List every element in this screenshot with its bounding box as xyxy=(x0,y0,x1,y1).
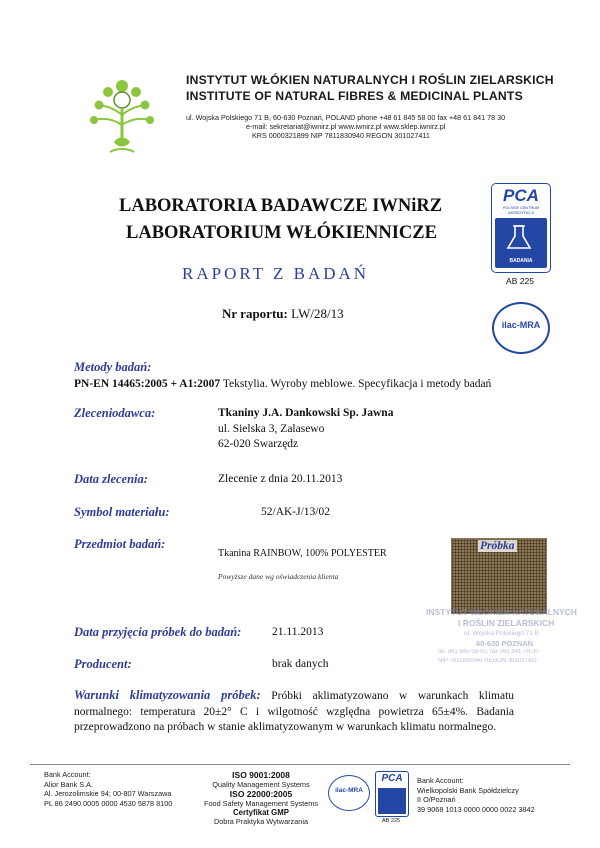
pca-sub-1: POLSKIE CENTRUM xyxy=(502,206,540,210)
footer-divider xyxy=(30,764,570,765)
bank2-name: Wielkopolski Bank Spółdzielczy xyxy=(417,785,519,795)
producer-value: brak danych xyxy=(272,658,329,670)
methods-standard: PN-EN 14465:2005 + A1:2007 xyxy=(74,378,221,390)
bank1-address: Al. Jerozolimskie 94; 00-807 Warszawa xyxy=(44,789,172,798)
stamp-line-6: NIP 7811830940 REGON 301027411 xyxy=(438,658,538,664)
institute-logo xyxy=(72,70,172,160)
footer-ilac-label: ilac-MRA xyxy=(335,787,363,794)
institute-address: ul. Wojska Polskiego 71 B, 60-630 Poznań, POLAND phone +48 61 845 58 00 fax +48 61 841 78 30 xyxy=(186,113,506,122)
footer-certifications xyxy=(196,770,326,826)
laboratory-subtitle: LABORATORIUM WŁÓKIENNICZE xyxy=(126,223,437,243)
pca-accreditation-badge xyxy=(491,183,551,273)
ab-number: AB 225 xyxy=(506,276,534,286)
gmp-desc: Dobra Praktyka Wytwarzania xyxy=(213,817,308,826)
order-date-label: Data zlecenia: xyxy=(74,472,148,486)
pca-label: PCA xyxy=(503,186,539,205)
sample-label: Próbka xyxy=(480,540,515,552)
footer-ilac-badge xyxy=(328,775,370,811)
client-label: Zleceniodawca: xyxy=(74,406,156,420)
stamp-line-3: ul. Wojska Polskiego 71 B xyxy=(464,630,540,637)
material-symbol-value: 52/AK-J/13/02 xyxy=(261,506,330,518)
material-symbol-label: Symbol materiału: xyxy=(74,505,170,519)
client-name: Tkaniny J.A. Dankowski Sp. Jawna xyxy=(218,407,394,419)
iso9001-desc: Quality Management Systems xyxy=(212,780,310,789)
footer-ab-number: AB 225 xyxy=(381,818,401,824)
institute-stamp xyxy=(424,607,584,675)
received-date-value: 21.11.2013 xyxy=(272,626,324,638)
stamp-line-4: 60-630 POZNAŃ xyxy=(476,639,534,648)
institute-contact: e-mail: sekretariat@iwnirz.pl www.iwnirz.pl www.sklep.iwnirz.pl xyxy=(246,122,446,131)
methods-description: Tekstylia. Wyroby meblowe. Specyfikacja i metody badań xyxy=(222,378,492,390)
bank1-label: Bank Account: xyxy=(44,770,91,779)
stamp-line-5: tel. 061 845-58-00, fax 061 841-78-30 xyxy=(438,649,539,655)
iso22000-desc: Food Safety Management Systems xyxy=(204,799,318,808)
methods-label: Metody badań: xyxy=(74,360,152,374)
bank2-branch: II O/Poznań xyxy=(417,795,456,804)
ilac-mra-badge xyxy=(492,302,550,354)
report-number-label: Nr raportu: xyxy=(222,306,288,321)
report-number xyxy=(222,306,344,322)
test-subject-note: Powyższe dane wg oświadczenia klienta xyxy=(218,572,339,581)
pca-sub-2: AKREDYTACJI xyxy=(508,211,534,215)
client-address-2: 62-020 Swarzędz xyxy=(218,438,299,450)
laboratory-title: LABORATORIA BADAWCZE IWNiRZ xyxy=(119,196,443,216)
ilac-label: ilac-MRA xyxy=(501,320,541,330)
footer-pca-panel xyxy=(378,788,406,814)
bank1-account: PL 86 2490 0005 0000 4530 5878 8100 xyxy=(44,798,173,808)
pca-blue-panel xyxy=(495,218,547,268)
bank1-name: Alior Bank S.A. xyxy=(44,779,94,789)
bank2-account: 39 9068 1013 0000 0000 0022 3842 xyxy=(417,804,535,814)
footer-bank-1 xyxy=(44,770,172,808)
conditioning-label: Warunki klimatyzowania próbek: xyxy=(74,688,261,702)
footer-pca-label: PCA xyxy=(381,773,403,784)
iso9001-label: ISO 9001:2008 xyxy=(232,770,290,780)
order-date-value: Zlecenie z dnia 20.11.2013 xyxy=(218,473,343,485)
bank2-label: Bank Account: xyxy=(417,776,464,785)
received-date-label: Data przyjęcia próbek do badań: xyxy=(74,625,242,639)
institute-name-pl: INSTYTUT WŁÓKIEN NATURALNYCH I ROŚLIN ZIELARSKICH xyxy=(186,73,554,87)
client-address-1: ul. Sielska 3, Zalasewo xyxy=(218,423,325,435)
gmp-label: Certyfikat GMP xyxy=(233,808,289,817)
stamp-line-1: INSTYTUT WŁÓKIEN NATURALNYCH xyxy=(426,607,577,617)
stamp-line-2: I ROŚLIN ZIELARSKICH xyxy=(458,618,555,628)
pca-badania: BADANIA xyxy=(509,258,533,264)
test-subject-value: Tkanina RAINBOW, 100% POLYESTER xyxy=(218,548,387,559)
conditioning-paragraph xyxy=(74,688,514,736)
report-heading: RAPORT Z BADAŃ xyxy=(182,264,370,283)
footer-bank-2 xyxy=(417,776,535,814)
report-number-value: LW/28/13 xyxy=(291,306,344,321)
institute-registry: KRS 0000321899 NIP 7811830940 REGON 301027411 xyxy=(252,131,430,140)
footer-pca-badge xyxy=(375,771,409,817)
test-subject-label: Przedmiot badań: xyxy=(74,537,166,551)
flask-icon xyxy=(495,218,547,256)
producer-label: Producent: xyxy=(74,657,132,671)
iso22000-label: ISO 22000:2005 xyxy=(229,789,293,799)
methods-row xyxy=(74,378,491,390)
institute-name-en: INSTITUTE OF NATURAL FIBRES & MEDICINAL PLANTS xyxy=(186,89,523,103)
conditioning-text: Próbki aklimatyzowano w warunkach klimatu normalnego: temperatura 20±2° C i wilgotność względna powietrza 65±4%. Badania przeprowadzono na próbach w stanie aklimatyzowanym w warunkach klimatu normalnego. xyxy=(74,690,515,733)
